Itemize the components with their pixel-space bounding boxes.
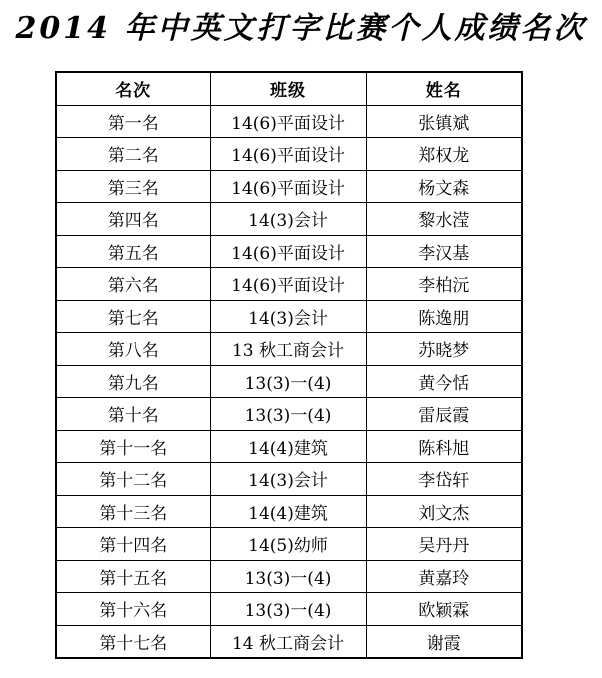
cell-rank: 第一名 [56,105,210,138]
cell-rank: 第十名 [56,398,210,431]
cell-name: 李岱轩 [366,463,522,496]
cell-class: 14(3)会计 [210,463,366,496]
cell-class: 13(3)一(4) [210,560,366,593]
table-row [56,333,522,366]
cell-class: 13 秋工商会计 [210,333,366,366]
table-row [56,300,522,333]
cell-rank: 第四名 [56,203,210,236]
cell-class: 14(4)建筑 [210,430,366,463]
table-row [56,138,522,171]
table-row [56,105,522,138]
header-cell-rank: 名次 [56,72,210,105]
cell-rank: 第六名 [56,268,210,301]
cell-name: 陈科旭 [366,430,522,463]
cell-name: 杨文森 [366,170,522,203]
cell-rank: 第三名 [56,170,210,203]
cell-rank: 第七名 [56,300,210,333]
page-title: 2014 年中英文打字比赛个人成绩名次 [15,11,587,46]
cell-class: 13(3)一(4) [210,398,366,431]
table-row [56,560,522,593]
cell-class: 14(6)平面设计 [210,268,366,301]
cell-class: 14(6)平面设计 [210,138,366,171]
cell-rank: 第十六名 [56,593,210,626]
header-row [56,72,522,105]
results-table [55,71,523,659]
cell-name: 吴丹丹 [366,528,522,561]
cell-name: 黄嘉玲 [366,560,522,593]
cell-name: 黎水滢 [366,203,522,236]
table-row [56,235,522,268]
table-row [56,398,522,431]
table-row [56,268,522,301]
cell-class: 14(3)会计 [210,300,366,333]
table-row [56,203,522,236]
cell-rank: 第九名 [56,365,210,398]
table-row [56,170,522,203]
cell-rank: 第十四名 [56,528,210,561]
cell-name: 欧颖霖 [366,593,522,626]
header-cell-class: 班级 [210,72,366,105]
cell-class: 14(4)建筑 [210,495,366,528]
cell-class: 14(3)会计 [210,203,366,236]
cell-name: 雷辰霞 [366,398,522,431]
table-row [56,365,522,398]
cell-name: 李柏沅 [366,268,522,301]
table-row [56,528,522,561]
cell-name: 苏晓梦 [366,333,522,366]
cell-name: 李汉基 [366,235,522,268]
table-row [56,430,522,463]
cell-rank: 第十七名 [56,625,210,658]
cell-rank: 第二名 [56,138,210,171]
cell-rank: 第十一名 [56,430,210,463]
cell-class: 14(6)平面设计 [210,170,366,203]
cell-name: 刘文杰 [366,495,522,528]
cell-rank: 第十二名 [56,463,210,496]
cell-name: 张镇斌 [366,105,522,138]
cell-class: 14(5)幼师 [210,528,366,561]
table-row [56,625,522,658]
cell-class: 14 秋工商会计 [210,625,366,658]
cell-class: 14(6)平面设计 [210,105,366,138]
cell-class: 13(3)一(4) [210,593,366,626]
cell-name: 黄今恬 [366,365,522,398]
cell-rank: 第十三名 [56,495,210,528]
table-row [56,463,522,496]
table-row [56,593,522,626]
header-cell-name: 姓名 [366,72,522,105]
cell-name: 谢霞 [366,625,522,658]
cell-rank: 第五名 [56,235,210,268]
cell-name: 陈逸朋 [366,300,522,333]
table-row [56,495,522,528]
cell-rank: 第八名 [56,333,210,366]
cell-class: 14(6)平面设计 [210,235,366,268]
cell-rank: 第十五名 [56,560,210,593]
cell-class: 13(3)一(4) [210,365,366,398]
cell-name: 郑权龙 [366,138,522,171]
